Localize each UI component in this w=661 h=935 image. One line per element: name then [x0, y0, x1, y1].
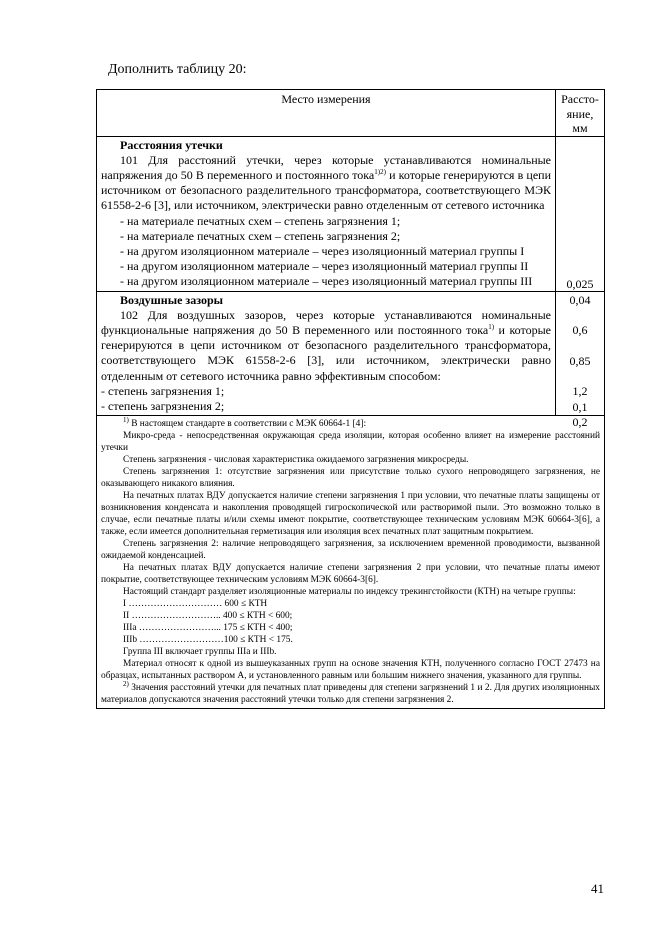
- clearance-item-2: - степень загрязнения 2;: [101, 398, 225, 413]
- group-line-2: II ……………………….. 400 ≤ КТН < 600;: [123, 611, 293, 622]
- creepage-item-3: - на другом изоляционном материале – через изоляционный материал группы I: [120, 243, 525, 258]
- section-clearance-row: [97, 291, 605, 416]
- clearance-value-2: 0,2: [572, 414, 588, 429]
- page-number: 41: [591, 881, 604, 896]
- notes-row: [97, 416, 605, 709]
- creepage-value-5: 1,2: [572, 383, 588, 398]
- creepage-item-2: - на материале печатных схем – степень загрязнения 2;: [120, 228, 401, 243]
- header-distance-cell: [556, 90, 605, 137]
- section-creepage-row: [97, 136, 605, 291]
- clearance-value-1: 0,1: [572, 399, 588, 414]
- section-clearance-cell: [97, 291, 556, 416]
- creepage-value-1: 0,025: [566, 276, 594, 291]
- creepage-item-4: - на другом изоляционном материале – через изоляционный материал группы II: [120, 259, 529, 274]
- footnote-ref: 1): [488, 322, 495, 331]
- note-para-7: Настоящий стандарт разделяет изоляционные материалы по индексу трекингстойкости (КТН) на четыре группы:: [123, 587, 576, 598]
- header-distance-line-2: яние,: [566, 106, 594, 121]
- intro-text: Дополнить таблицу 20:: [108, 62, 247, 77]
- note-2: $^{2)}$ Значения расстояний утечки для печатных плат приведены для степени загрязнений 1 и 2. Для других изоляционных материалов допускаются значения расстояний утечки только для степени загрязнения 2.: [101, 680, 600, 706]
- creepage-item-5: - на другом изоляционном материале – через изоляционный материал группы III: [120, 274, 533, 289]
- note-para-1: Микро-среда - непосредственная окружающая среда изоляции, которая особенно влияет на измерение расстояний утечки: [101, 431, 600, 454]
- header-distance-line-3: мм: [572, 121, 588, 135]
- section-clearance-paragraph: 102 Для воздушных зазоров, через которые устанавливаются номинальные функциональные напряжения до 50 В переменного или постоянного тока$^{1)}$ и которые генерируются в цепи источником от безопасного разделительного трансформатора, соответствующего МЭК 61558-2-6 [3], или источником, электрически равно отделенным от сетевого источника равно эффективным способом:: [101, 307, 551, 383]
- header-place: Место измерения: [281, 92, 371, 106]
- note-para-8: Группа III включает группы IIIa и IIIb.: [123, 647, 277, 658]
- header-place-cell: [97, 90, 556, 137]
- note-para-3: Степень загрязнения 1: отсутствие загрязнения или присутствие только сухого непроводящего загрязнения, не оказывающего никакого влияния.: [101, 467, 600, 490]
- creepage-item-1: - на материале печатных схем – степень загрязнения 1;: [120, 213, 401, 228]
- header-distance-line-1: Рассто-: [561, 92, 599, 106]
- group-line-3: IIIa ……………………... 175 ≤ КТН < 400;: [123, 623, 293, 634]
- note-para-6: На печатных платах ВДУ допускается наличие степени загрязнения 2 при условии, что печатные платы имеют покрытие, соответствующее техническим условиям МЭК 60664-3[6].: [101, 563, 600, 586]
- section-creepage-paragraph: 101 Для расстояний утечки, через которые устанавливаются номинальные напряжения до 50 В переменного и постоянного тока$^{1)2)}$ и которые генерируются в цепи источником от безопасного разделительного трансформатора, соответствующего МЭК 61558-2-6 [3], или источником, электрически равно отделенным от сетевого источника: [101, 152, 551, 213]
- section-clearance-title: Воздушные зазоры: [120, 292, 224, 307]
- footnote-ref: 1)2): [374, 167, 386, 176]
- creepage-value-2: 0,04: [569, 292, 591, 307]
- group-line-4: IIIb ………………………100 ≤ КТН < 175.: [123, 635, 293, 646]
- creepage-value-3: 0,6: [572, 322, 588, 337]
- note-1-intro: $^{1)}$ В настоящем стандарте в соответствии с МЭК 60664-1 [4]:: [123, 416, 367, 430]
- note-para-2: Степень загрязнения - числовая характеристика ожидаемого загрязнения микросреды.: [123, 455, 469, 466]
- creepage-value-4: 0,85: [569, 353, 591, 368]
- table-header-row: [97, 90, 605, 137]
- table-20-addition: [96, 89, 605, 709]
- section-creepage-values-cell: [556, 136, 605, 398]
- clearance-item-1: - степень загрязнения 1;: [101, 383, 225, 398]
- section-creepage-cell: [97, 136, 556, 291]
- note-para-4: На печатных платах ВДУ допускается наличие степени загрязнения 1 при условии, что печатные платы защищены от возникновения конденсата и накопления проводящей гигроскопической или растворимой пыли. Это возможно только в случае, если печатные платы и/или схемы имеют покрытие, соответствующее техническим условиям МЭК 60664-3[6], а также, если имеется дополнительная герметизация или изоляция всех печатных плат защитным покрытием.: [101, 491, 600, 538]
- note-para-9: Материал относят к одной из вышеуказанных групп на основе значения КТН, полученного согласно ГОСТ 27473 на образцах, испытанных раствором А, и установленного равным или большим нижнего значения, указанного для группы.: [101, 659, 600, 682]
- notes-cell: [97, 416, 605, 709]
- section-creepage-title: Расстояния утечки: [120, 137, 223, 152]
- group-line-1: I ………………………… 600 ≤ КТН: [123, 599, 268, 610]
- note-para-5: Степень загрязнения 2: наличие непроводящего загрязнения, за исключением временной проводимости, вызванной ожидаемой конденсацией.: [101, 539, 600, 562]
